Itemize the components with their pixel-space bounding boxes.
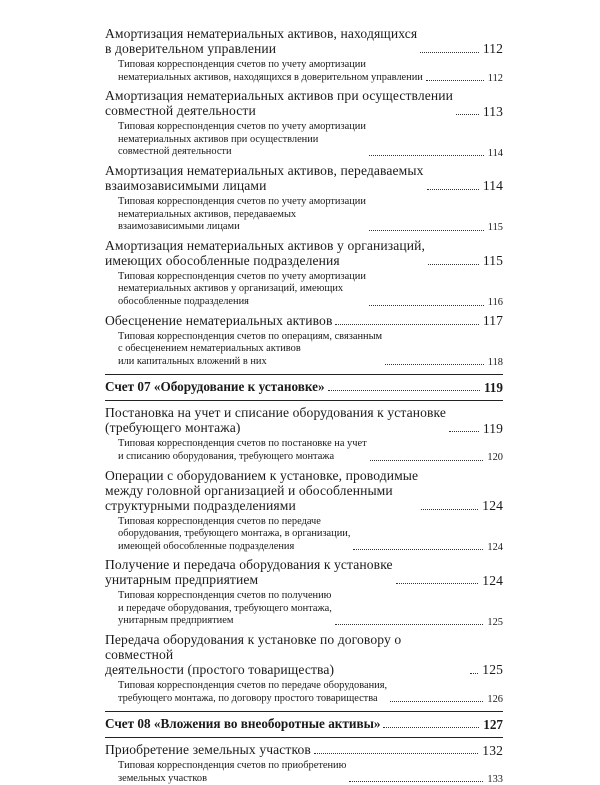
toc-entry-title: Приобретение земельных участков xyxy=(105,742,311,758)
dot-leader xyxy=(420,52,479,53)
toc-entry-page: 124 xyxy=(482,572,503,588)
dot-leader xyxy=(370,460,484,461)
toc-entry-page: 117 xyxy=(482,312,503,328)
toc-entry-page: 114 xyxy=(482,178,503,194)
toc-entry-page: 119 xyxy=(482,420,503,436)
dot-leader xyxy=(328,390,480,391)
dot-leader xyxy=(314,753,478,754)
toc-entry-title: Операции с оборудованием к установке, проводимые между головной организацией и обособленными структурными подразделениями xyxy=(105,467,419,513)
toc-subentry xyxy=(118,121,503,159)
toc-subentry-title: Типовая корреспонденция счетов по учету амортизации нематериальных активов, передаваемых взаимозависимыми лицами xyxy=(118,195,366,233)
dot-leader xyxy=(335,624,484,625)
toc-entry-title: Постановка на учет и списание оборудования к установке (требующего монтажа) xyxy=(105,405,447,436)
dot-leader xyxy=(427,189,479,190)
toc-entry-title: Передача оборудования к установке по договору о совместной деятельности (простого товарищества) xyxy=(105,632,402,678)
toc-entry-page: 112 xyxy=(482,41,503,57)
toc-entry xyxy=(105,405,503,435)
dot-leader xyxy=(390,701,483,702)
dot-leader xyxy=(335,324,478,325)
toc-subentry-title: Типовая корреспонденция счетов по учету амортизации нематериальных активов при осуществлении совместной деятельности xyxy=(118,121,366,158)
toc-subentry-page: 112 xyxy=(487,72,503,84)
toc-subentry-title: Типовая корреспонденция счетов по передаче оборудования, требующего монтажа, по договору простого товарищества xyxy=(118,680,388,704)
toc-subentry xyxy=(118,331,503,369)
dot-leader xyxy=(426,80,484,81)
toc-subentry xyxy=(118,438,503,463)
toc-entry-page: 113 xyxy=(482,103,503,119)
toc-subentry-title: Типовая корреспонденция счетов по получению и передаче оборудования, требующего монтажа, унитарным предприятием xyxy=(118,590,332,627)
dot-leader xyxy=(383,727,479,728)
toc-subentry-title: Типовая корреспонденция счетов по передаче оборудования, требующего монтажа, в организации, имеющей обособленные подразделения xyxy=(118,515,351,552)
toc-subentry-page: 116 xyxy=(487,297,503,309)
dot-leader xyxy=(369,305,484,306)
toc-entry xyxy=(105,26,503,56)
toc-entry-page: 115 xyxy=(482,253,503,269)
dot-leader xyxy=(396,583,479,584)
dot-leader xyxy=(353,549,483,550)
toc-subentry xyxy=(118,271,503,309)
toc-subentry xyxy=(118,760,503,785)
toc-subentry-page: 126 xyxy=(487,693,503,705)
toc-subentry-page: 118 xyxy=(487,356,503,368)
toc-subentry-title: Типовая корреспонденция счетов по учету амортизации нематериальных активов у организаций, имеющих обособленные подразделения xyxy=(118,270,366,307)
toc-subentry xyxy=(118,680,503,705)
toc-account-heading xyxy=(105,716,503,731)
section-divider xyxy=(105,374,503,375)
dot-leader xyxy=(428,264,479,265)
toc-subentry xyxy=(118,516,503,554)
toc-subentry-title: Типовая корреспонденция счетов по операциям, связанным с обесценением нематериальных активов или капитальных вложений в них xyxy=(118,330,383,367)
toc-entry xyxy=(105,238,503,268)
toc-entry-page: 132 xyxy=(482,742,503,758)
toc-subentry-title: Типовая корреспонденция счетов по приобретению земельных участков xyxy=(118,760,347,784)
toc-subentry-page: 125 xyxy=(487,616,503,628)
toc-account-heading xyxy=(105,379,503,394)
dot-leader xyxy=(369,155,484,156)
toc-entry-page: 124 xyxy=(482,497,503,513)
toc-subentry-title: Типовая корреспонденция счетов по учету амортизации нематериальных активов, находящихся в доверительном управлении xyxy=(118,59,423,83)
toc-subentry xyxy=(118,590,503,628)
table-of-contents xyxy=(105,26,503,785)
toc-entry xyxy=(105,557,503,587)
toc-entry-title: Получение и передача оборудования к установке унитарным предприятием xyxy=(105,557,393,588)
dot-leader xyxy=(449,431,479,432)
dot-leader xyxy=(421,509,478,510)
section-divider xyxy=(105,711,503,712)
toc-entry-title: Амортизация нематериальных активов у организаций, имеющих обособленные подразделения xyxy=(105,237,426,268)
toc-entry-title: Обесценение нематериальных активов xyxy=(105,312,333,328)
toc-subentry xyxy=(118,196,503,234)
toc-entry xyxy=(105,632,503,677)
toc-entry-page: 125 xyxy=(482,662,503,678)
toc-entry-title: Амортизация нематериальных активов при осуществлении совместной деятельности xyxy=(105,88,453,119)
account-heading-page: 119 xyxy=(483,380,503,396)
account-heading-title: Счет 07 «Оборудование к установке» xyxy=(105,379,325,395)
dot-leader xyxy=(385,364,484,365)
toc-entry xyxy=(105,313,503,328)
toc-entry-title: Амортизация нематериальных активов, находящихся в доверительном управлении xyxy=(105,26,418,56)
account-heading-page: 127 xyxy=(483,717,503,733)
toc-subentry xyxy=(118,59,503,84)
dot-leader xyxy=(349,781,483,782)
dot-leader xyxy=(456,114,479,115)
toc-entry xyxy=(105,163,503,193)
toc-entry-title: Амортизация нематериальных активов, передаваемых взаимозависимыми лицами xyxy=(105,162,424,193)
section-divider xyxy=(105,400,503,401)
toc-entry xyxy=(105,88,503,118)
toc-subentry-page: 120 xyxy=(487,452,503,464)
dot-leader xyxy=(369,230,484,231)
toc-entry xyxy=(105,468,503,513)
toc-subentry-title: Типовая корреспонденция счетов по постановке на учет и списанию оборудования, требующего монтажа xyxy=(118,438,367,462)
toc-subentry-page: 124 xyxy=(487,541,503,553)
toc-subentry-page: 115 xyxy=(487,222,503,234)
account-heading-title: Счет 08 «Вложения во внеоборотные активы» xyxy=(105,716,381,732)
dot-leader xyxy=(470,673,478,674)
toc-subentry-page: 114 xyxy=(487,147,503,159)
section-divider xyxy=(105,737,503,738)
toc-subentry-page: 133 xyxy=(487,774,503,785)
